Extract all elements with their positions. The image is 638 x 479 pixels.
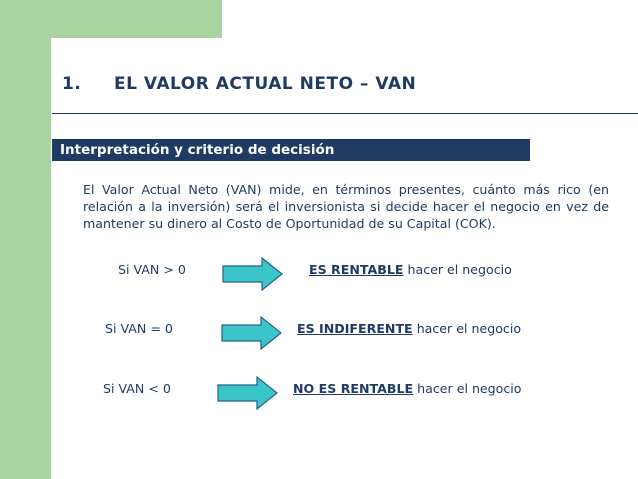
rule-action: hacer el negocio — [416, 321, 522, 336]
rule-result — [309, 262, 512, 277]
rule-action: hacer el negocio — [407, 262, 512, 277]
rule-row-negative — [0, 375, 638, 405]
definition-paragraph: El Valor Actual Neto (VAN) mide, en términos presentes, cuánto más rico (en relación a la inversión) será el inversionista si decide hacer el negocio en vez de mantener su dinero al Costo de Oportunidad de su Capital (COK). — [83, 182, 609, 231]
rule-verdict: ES RENTABLE — [309, 262, 404, 277]
right-arrow-icon — [222, 257, 284, 291]
slide-title — [62, 74, 416, 94]
rule-result — [293, 381, 522, 396]
rule-condition: Si VAN < 0 — [103, 381, 171, 396]
rule-verdict: NO ES RENTABLE — [293, 381, 414, 396]
decorative-green-strip — [0, 124, 51, 479]
title-number: 1. — [62, 74, 82, 94]
right-arrow-icon — [221, 316, 283, 350]
rule-row-zero — [0, 315, 638, 345]
subheader-label: Interpretación y criterio de decisión — [60, 142, 335, 158]
rule-action: hacer el negocio — [417, 381, 522, 396]
rule-condition: Si VAN = 0 — [105, 321, 173, 336]
rule-verdict: ES INDIFERENTE — [297, 321, 413, 336]
title-text: EL VALOR ACTUAL NETO – VAN — [114, 74, 417, 94]
rule-result — [297, 321, 521, 336]
rule-row-positive — [0, 256, 638, 286]
section-subheader — [52, 139, 530, 161]
title-divider — [52, 113, 638, 114]
right-arrow-icon — [217, 376, 279, 410]
rule-condition: Si VAN > 0 — [118, 262, 186, 277]
